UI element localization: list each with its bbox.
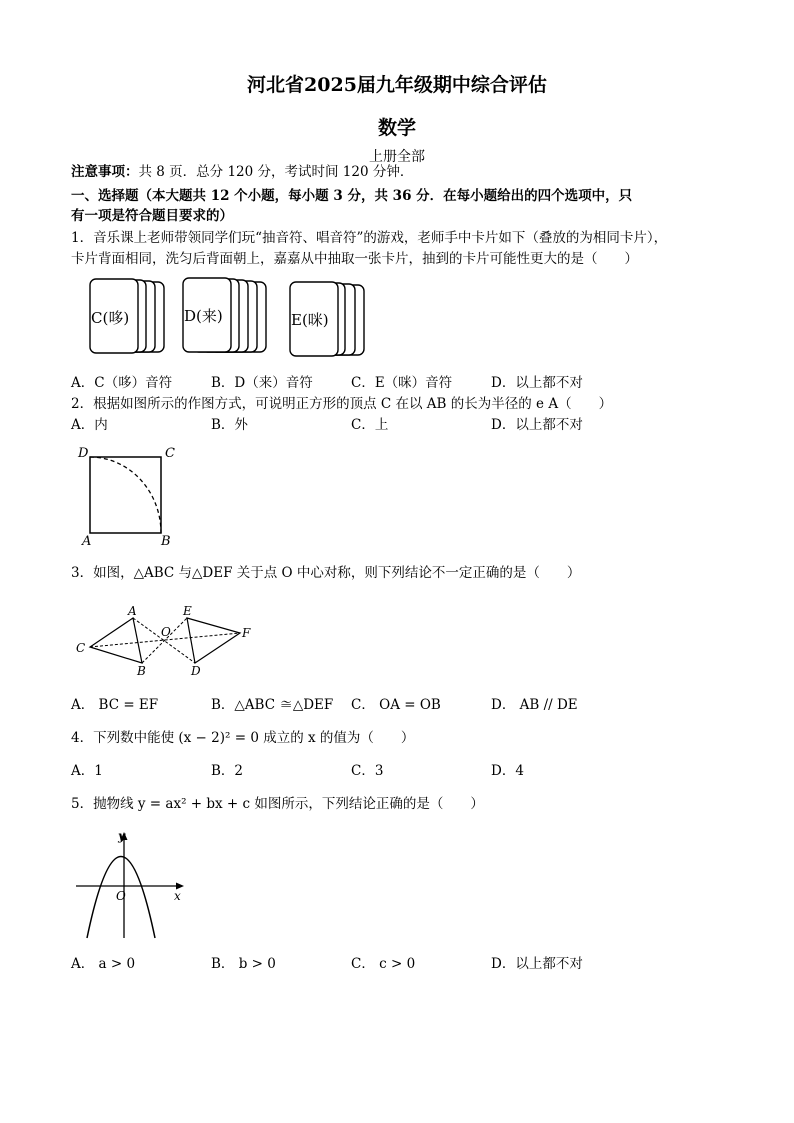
q2-option-d: D．以上都不对	[491, 417, 583, 433]
q1-option-c: C．E（咪）音符	[351, 375, 453, 391]
question-number: 2．	[71, 396, 94, 412]
label-b: B	[161, 534, 171, 549]
label-y: y	[118, 829, 125, 843]
question-5-figure	[74, 826, 194, 944]
scope-label: 上册全部	[369, 149, 425, 165]
section-heading-line1: 一、选择题（本大题共 12 个小题，每小题 3 分，共 36 分．在每小题给出的四个选项中，只	[71, 188, 633, 204]
label-o: O	[161, 625, 171, 639]
arc	[90, 457, 161, 533]
q1-option-a: A．C（哆）音符	[71, 375, 173, 391]
q4-option-d: D．4	[491, 763, 524, 779]
question-3-line1	[71, 564, 580, 582]
notice-text: 共 8 页．总分 120 分，考试时间 120 分钟．	[138, 164, 414, 180]
label-f: F	[242, 626, 251, 640]
label-e: E	[183, 604, 192, 618]
question-number: 5．	[71, 796, 94, 812]
q3-option-a: A． BC = EF	[71, 697, 159, 713]
question-stem: 抛物线 y = ax² + bx + c 如图所示，下列结论正确的是（ ）	[93, 796, 484, 812]
question-5-line1	[71, 795, 484, 813]
card-label-c: C(哆)	[91, 309, 130, 327]
q5-option-c: C． c > 0	[351, 956, 416, 972]
notice-label: 注意事项：	[71, 164, 139, 180]
triangle-def	[187, 618, 240, 663]
question-1-line2: 卡片背面相同，洗匀后背面朝上，嘉嘉从中抽取一张卡片，抽到的卡片可能性更大的是（ ）	[71, 251, 638, 267]
q5-option-d: D．以上都不对	[491, 956, 583, 972]
card-label-e: E(咪)	[291, 311, 329, 329]
label-c: C	[165, 446, 175, 461]
q3-option-c: C． OA = OB	[351, 697, 441, 713]
label-x: x	[174, 889, 181, 903]
question-number: 1．	[71, 230, 94, 246]
question-2-figure	[74, 443, 184, 551]
square	[90, 457, 161, 533]
subject-title: 数学	[377, 117, 416, 139]
q4-option-a: A．1	[71, 763, 103, 779]
label-d: D	[191, 664, 201, 678]
label-a: A	[82, 534, 92, 549]
label-a: A	[128, 604, 137, 618]
q3-option-d: D． AB // DE	[491, 697, 578, 713]
question-stem: 如图，△ABC 与△DEF 关于点 O 中心对称，则下列结论不一定正确的是（ ）	[93, 565, 581, 581]
label-d: D	[78, 446, 89, 461]
q1-option-b: B．D（来）音符	[211, 375, 313, 391]
q2-option-c: C．上	[351, 417, 389, 433]
q4-option-c: C．3	[351, 763, 384, 779]
q1-option-d: D．以上都不对	[491, 375, 583, 391]
label-o: O	[116, 889, 126, 903]
question-number: 3．	[71, 565, 94, 581]
q3-option-b: B．△ABC ≅△DEF	[211, 697, 334, 713]
notice	[71, 163, 413, 181]
section-heading-line2: 有一项是符合题目要求的）	[71, 208, 233, 224]
question-stem: 根据如图所示的作图方式，可说明正方形的顶点 C 在以 AB 的长为半径的 e A（ ）	[93, 396, 613, 412]
card-stack-e	[290, 282, 364, 356]
card-label-d: D(来)	[184, 307, 223, 325]
card-stack-d	[183, 278, 266, 352]
triangle-abc	[90, 618, 142, 663]
q2-option-b: B．外	[211, 417, 248, 433]
q2-option-a: A．内	[71, 417, 108, 433]
q4-option-b: B．2	[211, 763, 244, 779]
q5-option-b: B． b > 0	[211, 956, 276, 972]
question-1-figure	[80, 276, 380, 362]
question-stem: 下列数中能使 (x − 2)² = 0 成立的 x 的值为（ ）	[93, 730, 415, 746]
question-stem: 音乐课上老师带领同学们玩“抽音符、唱音符”的游戏，老师手中卡片如下（叠放的为相同卡片），	[93, 230, 668, 246]
question-1-line1	[71, 229, 667, 247]
question-2-line1	[71, 395, 612, 413]
label-c: C	[76, 641, 86, 655]
q5-option-a: A． a > 0	[71, 956, 136, 972]
card-stack-c	[90, 279, 164, 353]
question-4-line1	[71, 729, 414, 747]
question-3-figure	[74, 603, 264, 679]
label-b: B	[137, 664, 146, 678]
exam-title: 河北省2025届九年级期中综合评估	[247, 74, 547, 96]
question-number: 4．	[71, 730, 94, 746]
